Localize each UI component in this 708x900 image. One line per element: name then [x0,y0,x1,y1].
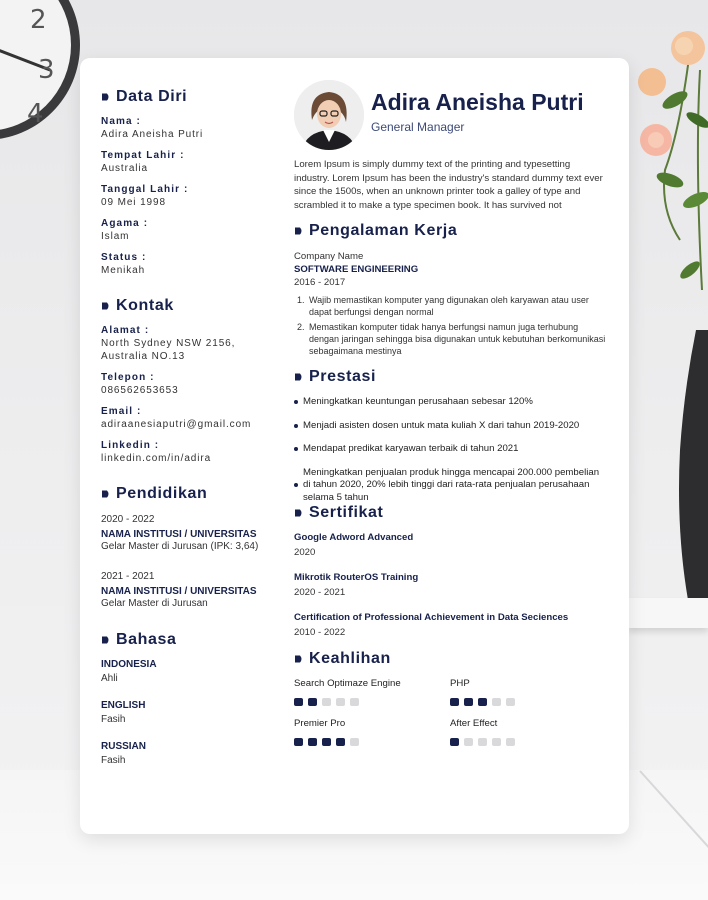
skill-dot-empty [350,738,359,746]
section-kontak [101,297,276,465]
skill-name: After Effect [450,718,498,729]
achievement-text: Mendapat predikat karyawan terbaik di tahun 2021 [303,443,519,454]
field-value: Menikah [101,265,146,276]
skill-dot-filled [308,738,317,746]
skill-dot-empty [350,698,359,706]
field-value: 086562653653 [101,385,179,396]
section-pendidikan [101,485,276,611]
section-title [294,504,609,522]
education-years: 2021 - 2021 [101,571,155,582]
job-years: 2016 - 2017 [294,277,346,288]
field-email [101,406,276,431]
field-telepon [101,372,276,397]
profile-summary: Lorem Ipsum is simply dummy text of the printing and typesetting industry. Lorem Ipsum has been the industry's standard dummy text ever since the 1500s, when an unknown printer took a galley of type and scrambled it to make a type specimen book. It has survived not [294,159,603,211]
field-status [101,252,276,277]
sertifikat-title: Sertifikat [309,504,384,521]
section-keahlihan [294,650,609,746]
avatar [294,80,364,150]
section-bullet-icon [294,655,303,663]
vase-decoration [676,330,708,610]
achievement-text: Meningkatkan penjualan produk hingga mencapai 200.000 pembelian di tahun 2020, 20% lebih tinggi dari rata-rata penjualan perusahaan selama 5 tahun [303,466,600,503]
language-item [101,659,276,686]
language-item [101,741,276,768]
skill-dot-empty [492,738,501,746]
language-name: ENGLISH [101,700,146,711]
certificate-year: 2020 - 2021 [294,587,346,598]
field-alamat [101,325,276,363]
achievement-item [294,443,609,456]
keahlihan-title: Keahlihan [309,650,391,667]
achievement-item [294,467,609,505]
education-degree: Gelar Master di Jurusan (IPK: 3,64) [101,541,259,552]
skill-item [450,718,600,746]
job-position: SOFTWARE ENGINEERING [294,264,419,275]
achievement-text: Meningkatkan keuntungan perusahaan sebesar 120% [303,396,533,407]
skill-name: Search Optimaze Engine [294,678,401,689]
section-sertifikat [294,504,609,652]
field-agama [101,218,276,243]
skill-dot-empty [492,698,501,706]
skill-dot-empty [322,698,331,706]
section-bullet-icon [294,227,303,235]
duty-list [294,294,609,357]
section-bullet-icon [101,93,110,101]
bullet-dot-icon [294,483,298,487]
left-column [101,88,276,788]
resume-card [80,58,629,834]
skill-dot-empty [336,698,345,706]
shelf [628,598,708,628]
skill-level [450,698,600,706]
field-label: Tanggal Lahir : [101,184,189,195]
skill-dot-filled [294,698,303,706]
certificate-year: 2010 - 2022 [294,627,346,638]
field-tempat-lahir [101,150,276,175]
achievement-item [294,420,609,433]
prestasi-title: Prestasi [309,368,377,385]
section-bahasa [101,631,276,768]
field-label: Alamat : [101,325,150,336]
certificate-item [294,612,609,638]
field-label: Nama : [101,116,141,127]
section-prestasi [294,368,609,515]
language-name: INDONESIA [101,659,157,670]
skill-dot-filled [450,698,459,706]
skill-level [450,738,600,746]
field-linkedin [101,440,276,465]
clock-numeral-4: 4 [27,99,44,129]
duty-item: 1. Wajib memastikan komputer yang digunakan oleh karyawan atau user dapat berfungsi dengan normal [307,294,609,318]
language-level: Fasih [101,714,126,725]
field-label: Telepon : [101,372,155,383]
skill-item [294,678,450,706]
section-title [294,368,609,386]
duty-item: 2. Memastikan komputer tidak hanya berfungsi namun juga terhubung dengan jaringan sehingga bisa digunakan untuk kebutuhan berkomunikasi sebagaimana mestinya [307,321,609,357]
skill-grid [294,678,609,746]
skill-dot-filled [294,738,303,746]
certificate-item [294,532,609,558]
clock-numeral-3: 3 [38,55,55,85]
skill-dot-filled [464,698,473,706]
flowers-decoration [620,10,708,300]
pendidikan-title: Pendidikan [116,485,208,502]
language-level: Ahli [101,673,118,684]
data-diri-title: Data Diri [116,88,188,105]
language-name: RUSSIAN [101,741,147,752]
skill-item [450,678,600,706]
company-name: Company Name [294,251,364,262]
certificate-name: Google Adword Advanced [294,532,414,543]
field-label: Tempat Lahir : [101,150,185,161]
field-value: 09 Mei 1998 [101,197,166,208]
skill-dot-empty [478,738,487,746]
field-value: Australia [101,163,149,174]
education-degree: Gelar Master di Jurusan [101,598,208,609]
certificate-year: 2020 [294,547,316,558]
skill-name: Premier Pro [294,718,346,729]
linkedin-link[interactable]: linkedin.com/in/adira [101,453,212,464]
section-bullet-icon [294,373,303,381]
skill-dot-filled [478,698,487,706]
skill-dot-empty [464,738,473,746]
section-title [294,650,609,668]
section-title [101,297,276,315]
field-label: Email : [101,406,142,417]
field-label: Agama : [101,218,149,229]
section-data-diri [101,88,276,277]
language-level: Fasih [101,755,126,766]
field-value: Adira Aneisha Putri [101,129,204,140]
section-title [294,222,609,240]
skill-level [294,738,450,746]
section-pengalaman [294,222,609,360]
avatar-portrait-icon [294,80,364,150]
candidate-role: General Manager [371,120,465,134]
kontak-title: Kontak [116,297,174,314]
education-item [101,513,276,554]
certificate-name: Certification of Professional Achievement in Data Seciences [294,612,569,623]
field-label: Linkedin : [101,440,160,451]
achievement-text: Menjadi asisten dosen untuk mata kuliah X dari tahun 2019-2020 [303,419,580,431]
education-school: NAMA INSTITUSI / UNIVERSITAS [101,586,257,597]
skill-item [294,718,450,746]
language-item [101,700,276,727]
section-bullet-icon [101,490,110,498]
bahasa-title: Bahasa [116,631,177,648]
achievement-item [294,396,609,409]
bullet-dot-icon [294,424,298,428]
field-label: Status : [101,252,147,263]
wall-clock [0,0,80,160]
skill-dot-filled [336,738,345,746]
field-value: North Sydney NSW 2156, Australia NO.13 [101,338,236,362]
skill-dot-filled [450,738,459,746]
certificate-name: Mikrotik RouterOS Training [294,572,419,583]
certificate-item [294,572,609,598]
achievement-list [294,396,609,504]
skill-level [294,698,450,706]
candidate-name: Adira Aneisha Putri [371,89,584,115]
education-item [101,570,276,611]
clock-numeral-2: 2 [30,5,47,35]
section-title [101,631,276,649]
section-bullet-icon [101,302,110,310]
section-bullet-icon [101,636,110,644]
section-title [101,485,276,503]
education-years: 2020 - 2022 [101,514,155,525]
skill-dot-filled [322,738,331,746]
field-tanggal-lahir [101,184,276,209]
skill-name: PHP [450,678,470,689]
section-bullet-icon [294,509,303,517]
education-school: NAMA INSTITUSI / UNIVERSITAS [101,529,257,540]
field-value: Islam [101,231,130,242]
field-nama [101,116,276,141]
pengalaman-title: Pengalaman Kerja [309,222,458,239]
skill-dot-empty [506,698,515,706]
skill-dot-empty [506,738,515,746]
email-value[interactable]: adiraanesiaputri@gmail.com [101,419,252,430]
section-title [101,88,276,106]
bullet-dot-icon [294,400,298,404]
bullet-dot-icon [294,447,298,451]
skill-dot-filled [308,698,317,706]
